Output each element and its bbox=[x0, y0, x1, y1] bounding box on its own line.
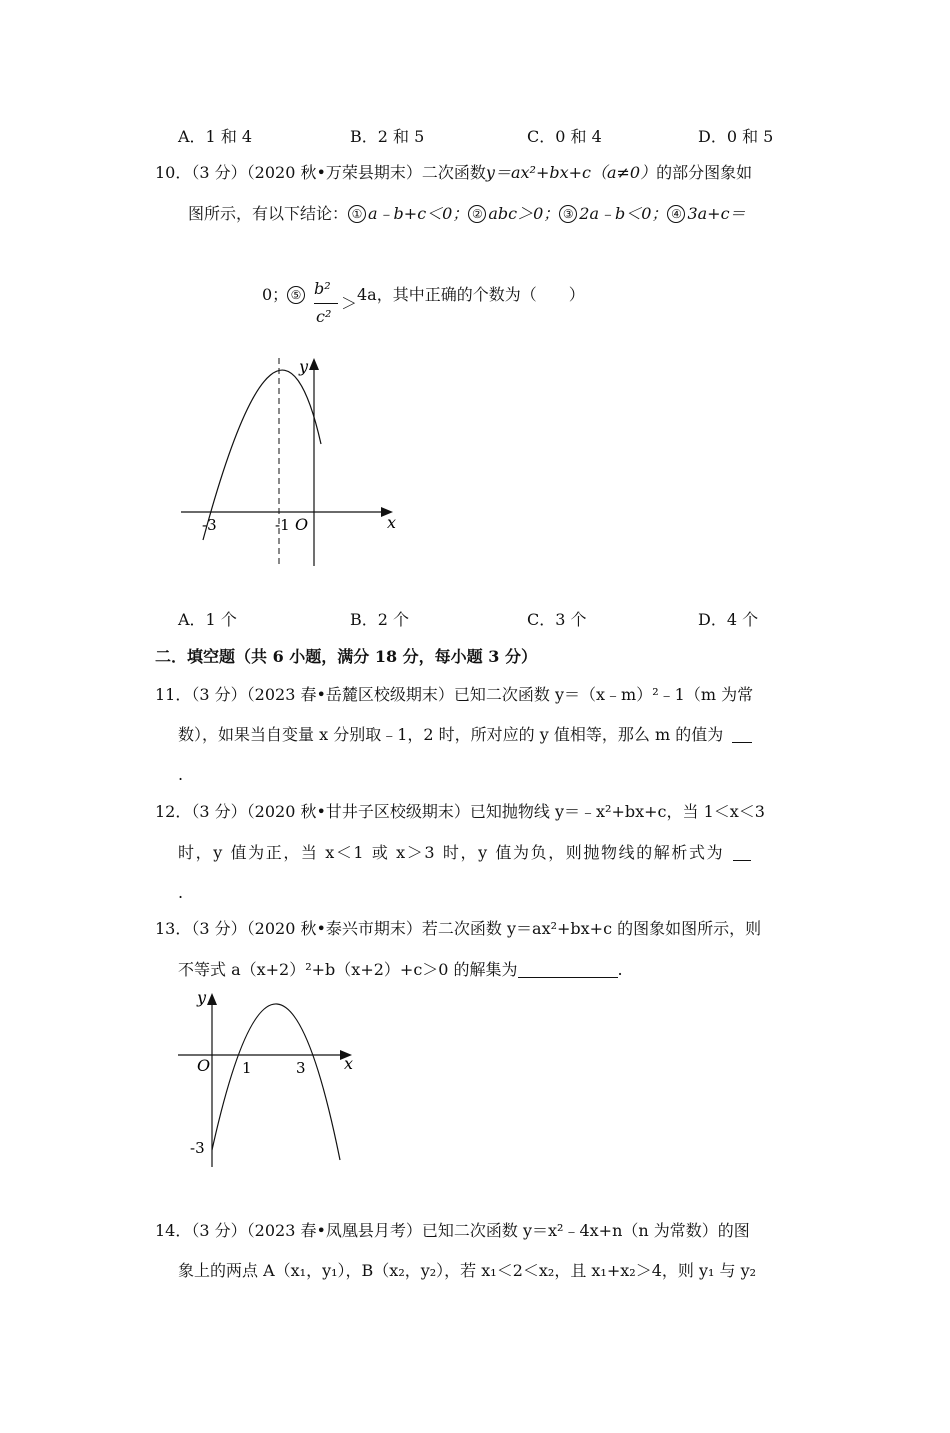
q10-stem-pre: 二次函数 bbox=[421, 163, 486, 182]
section-title: 二．填空题（共 6 小题，满分 18 分，每小题 3 分） bbox=[155, 647, 537, 666]
q10-option-c: C．3 个 bbox=[527, 610, 587, 629]
q14-line2: 象上的两点 A（x₁，y₁），B（x₂，y₂），若 x₁＜2＜x₂，且 x₁+x₂＞4，则 y₁ 与 y₂ bbox=[178, 1261, 757, 1280]
q13-x-label: x bbox=[344, 1054, 354, 1073]
q10-option-b: B．2 个 bbox=[350, 610, 410, 629]
q13-line1 bbox=[155, 919, 761, 939]
fraction-bar bbox=[314, 303, 338, 304]
q13-tick-minus3: -3 bbox=[190, 1139, 205, 1157]
q12-stem-2: 时，y 值为正，当 x＜1 或 x＞3 时，y 值为负，则抛物线的解析式为 bbox=[178, 843, 725, 862]
q14-source: （2023 春•凤凰县月考） bbox=[246, 1221, 422, 1240]
q13-answer-blank bbox=[518, 961, 618, 978]
q13-score: （3 分） bbox=[191, 919, 247, 938]
q10-conclusion-3: 2a﹣b＜0； bbox=[579, 204, 668, 223]
q10-conclusion-1: a﹣b+c＜0； bbox=[368, 204, 469, 223]
q11-stem: 已知二次函数 y＝（x﹣m）²﹣1（m 为常 bbox=[453, 685, 754, 704]
q11-line2 bbox=[178, 725, 752, 745]
q10-tick-minus1: -1 bbox=[275, 516, 290, 534]
q12-answer-blank bbox=[733, 844, 751, 861]
q10-gt-sign: ＞ bbox=[341, 294, 358, 313]
q11-dot: . bbox=[178, 765, 184, 784]
q10-conclusion-2: abc＞0； bbox=[488, 204, 560, 223]
q10-equation: y＝ax²+bx+c（a≠0） bbox=[485, 163, 657, 182]
q9-option-b: B．2 和 5 bbox=[350, 127, 425, 146]
q12-line2 bbox=[178, 843, 751, 863]
q10-option-a: A．1 个 bbox=[178, 610, 237, 629]
q9-option-c: C．0 和 4 bbox=[527, 127, 602, 146]
q10-line3-lead: 0； bbox=[262, 285, 289, 304]
q13-line2 bbox=[178, 960, 623, 980]
circle-number-5: ⑤ bbox=[287, 286, 305, 304]
q11-stem-2: 数），如果当自变量 x 分别取﹣1，2 时，所对应的 y 值相等，那么 m 的值为 bbox=[178, 725, 724, 744]
fraction-numerator: b² bbox=[314, 279, 331, 298]
q14-stem: 已知二次函数 y＝x²﹣4x+n（n 为常数）的图 bbox=[421, 1221, 750, 1240]
q13-tick-1: 1 bbox=[242, 1059, 252, 1077]
q10-parabola-graph bbox=[175, 352, 405, 572]
q13-source: （2020 秋•泰兴市期末） bbox=[246, 919, 422, 938]
q13-dot: . bbox=[617, 960, 623, 979]
q10-line2 bbox=[188, 204, 746, 224]
q12-stem: 已知抛物线 y＝﹣x²+bx+c，当 1＜x＜3 bbox=[469, 802, 765, 821]
q10-x-label: x bbox=[387, 513, 397, 532]
q10-tick-minus3: -3 bbox=[202, 516, 217, 534]
q10-origin-label: O bbox=[295, 515, 309, 534]
q10-option-d: D．4 个 bbox=[698, 610, 759, 629]
q14-number: 14． bbox=[155, 1221, 192, 1240]
q13-parabola-graph bbox=[172, 985, 362, 1170]
q13-parabola-curve bbox=[212, 1004, 340, 1160]
q12-dot: . bbox=[178, 883, 184, 902]
q10-fraction bbox=[314, 279, 342, 331]
q12-score: （3 分） bbox=[191, 802, 247, 821]
q10-line3-tail: 4a，其中正确的个数为（ ） bbox=[357, 285, 585, 304]
q11-score: （3 分） bbox=[191, 685, 247, 704]
q10-score: （3 分） bbox=[191, 163, 247, 182]
q9-option-a: A．1 和 4 bbox=[178, 127, 253, 146]
q12-line1 bbox=[155, 802, 765, 822]
q13-stem: 若二次函数 y＝ax²+bx+c 的图象如图所示，则 bbox=[421, 919, 762, 938]
circle-number-4: ④ bbox=[667, 205, 685, 223]
circle-number-2: ② bbox=[468, 205, 486, 223]
q12-number: 12． bbox=[155, 802, 192, 821]
q13-tick-3: 3 bbox=[296, 1059, 306, 1077]
q12-source: （2020 秋•甘井子区校级期末） bbox=[246, 802, 470, 821]
q14-line1 bbox=[155, 1221, 750, 1241]
fraction-denominator: c² bbox=[316, 307, 332, 326]
q10-stem-post: 的部分图象如 bbox=[656, 163, 753, 182]
q13-number: 13． bbox=[155, 919, 192, 938]
circle-number-1: ① bbox=[348, 205, 366, 223]
q10-y-label: y bbox=[299, 357, 309, 376]
q10-number: 10． bbox=[155, 163, 192, 182]
q11-answer-blank bbox=[732, 726, 752, 743]
q10-line2-lead: 图所示，有以下结论： bbox=[188, 204, 349, 223]
q11-number: 11． bbox=[155, 685, 192, 704]
q10-y-arrow bbox=[309, 358, 319, 370]
q9-option-d: D．0 和 5 bbox=[698, 127, 774, 146]
q13-stem-2: 不等式 a（x+2）²+b（x+2）+c＞0 的解集为 bbox=[178, 960, 518, 979]
q14-score: （3 分） bbox=[191, 1221, 247, 1240]
q11-line1 bbox=[155, 685, 753, 705]
q13-y-label: y bbox=[197, 988, 207, 1007]
q11-source: （2023 春•岳麓区校级期末） bbox=[246, 685, 454, 704]
q10-conclusion-4: 3a+c＝ bbox=[687, 204, 746, 223]
q10-circle-5-wrap bbox=[287, 285, 307, 305]
q13-y-arrow bbox=[207, 993, 217, 1005]
q10-line1 bbox=[155, 163, 752, 183]
q13-origin-label: O bbox=[197, 1056, 211, 1075]
circle-number-3: ③ bbox=[559, 205, 577, 223]
q10-source: （2020 秋•万荣县期末） bbox=[246, 163, 422, 182]
